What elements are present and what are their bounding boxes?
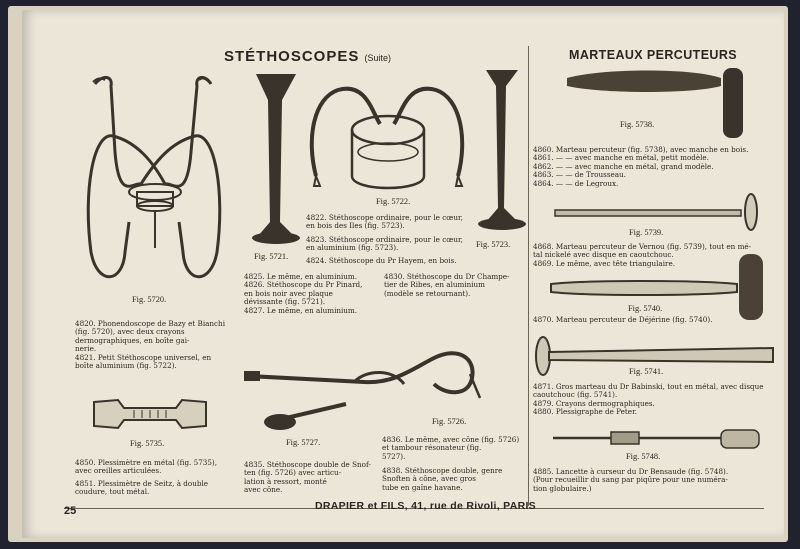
figure-caption-5738: Fig. 5738. <box>620 120 655 129</box>
section-title-text: MARTEAUX PERCUTEURS <box>569 48 738 62</box>
figure-caption-5741: Fig. 5741. <box>629 367 664 376</box>
stethoscope-ordinary-illustration <box>474 68 530 234</box>
entry-4885: 4885. Lancette à curseur du Dr Bensaude (fig. 5748). (Pour recueillir du sang par piqûre pour une numéra- tion globulaire.) <box>533 467 729 493</box>
plessimeter-illustration <box>88 396 212 432</box>
entry-4835: 4835. Stéthoscope double de Snof- ten (fig. 5726) avec articu- lation à ressort, monté avec cône. <box>244 460 371 495</box>
publisher-line: DRAPIER et FILS, 41, rue de Rivoli, PARIS <box>315 500 536 512</box>
entry-4836: 4836. Le même, avec cône (fig. 5726) et tambour résonateur (fig. 5727). <box>382 435 520 461</box>
entry-4824: 4824. Stéthoscope du Pr Hayem, en bois. <box>306 256 457 265</box>
figure-caption-5726: Fig. 5726. <box>432 417 467 426</box>
entry-4830: 4830. Stéthoscope du Dr Champe- tier de Ribes, en aluminium (modèle se retournant). <box>384 272 510 298</box>
section-title-text: STÉTHOSCOPES <box>224 48 360 65</box>
page-number: 25 <box>64 505 77 517</box>
entry-4820: 4820. Phonendoscope de Bazy et Bianchi (fig. 5720), avec deux crayons dermographiques, en boîte gai- nerie. <box>75 319 225 354</box>
stethoscope-box-illustration <box>310 68 465 198</box>
hammer-5739-illustration <box>555 190 761 230</box>
figure-caption-5720: Fig. 5720. <box>132 295 167 304</box>
entry-4823: 4823. Stéthoscope ordinaire, pour le cœur, en aluminium (fig. 5723). <box>306 235 463 253</box>
figure-caption-5722: Fig. 5722. <box>376 197 411 206</box>
entry-4868-4869: 4868. Marteau percuteur de Vernou (fig. 5739), tout en mé- tal nickelé avec disque en caoutchouc. 4869. Le même, avec tête triangulaire. <box>533 242 752 268</box>
stethoscope-pinard-illustration <box>248 72 304 248</box>
figure-caption-5727: Fig. 5727. <box>286 438 321 447</box>
entry-4821: 4821. Petit Stéthoscope universel, en boîte aluminium (fig. 5722). <box>75 353 212 371</box>
figure-caption-5723: Fig. 5723. <box>476 240 511 249</box>
entry-4850: 4850. Plessimètre en métal (fig. 5735), avec oreilles articulées. <box>75 458 217 476</box>
figure-caption-5740: Fig. 5740. <box>628 304 663 313</box>
figure-caption-5739: Fig. 5739. <box>629 228 664 237</box>
entry-4825-4827: 4825. Le même, en aluminium. 4826. Stéthoscope du Pr Pinard, en bois noir avec plaque dévissante (fig. 5721). 4827. Le même, en aluminium. <box>244 272 363 315</box>
phonendoscope-illustration <box>75 72 235 292</box>
entry-4871-4880: 4871. Gros marteau du Dr Babinski, tout en métal, avec disque caoutchouc (fig. 5741). 4879. Crayons dermographiques. 4880. Plessigraphe de Peter. <box>533 382 764 417</box>
entry-4851: 4851. Plessimètre de Seitz, à double coudure, tout métal. <box>75 479 208 497</box>
figure-caption-5748: Fig. 5748. <box>626 452 661 461</box>
lancet-5748-illustration <box>551 428 765 450</box>
figure-caption-5721: Fig. 5721. <box>254 252 289 261</box>
entry-4822: 4822. Stéthoscope ordinaire, pour le cœur, en bois des Iles (fig. 5723). <box>306 213 463 231</box>
stethoscope-bell-illustration <box>262 398 352 434</box>
figure-caption-5735: Fig. 5735. <box>130 439 165 448</box>
entry-4870: 4870. Marteau percuteur de Déjérine (fig. 5740). <box>533 315 713 324</box>
hammer-5738-illustration <box>563 66 751 140</box>
entry-4860-4864: 4860. Marteau percuteur (fig. 5738), avec manche en bois. 4861. — — avec manche en métal, petit modèle. 4862. — — avec manche en métal, grand modèle. 4863. — — de Trousseau. 4864. — — de Legroux. <box>533 145 749 188</box>
section-title-marteaux <box>569 48 737 62</box>
section-title-stethoscopes <box>224 48 391 65</box>
entry-4838: 4838. Stéthoscope double, genre Snoften à cône, avec gros tube en gaîne havane. <box>382 466 503 492</box>
section-subtitle: (Suite) <box>364 53 392 63</box>
